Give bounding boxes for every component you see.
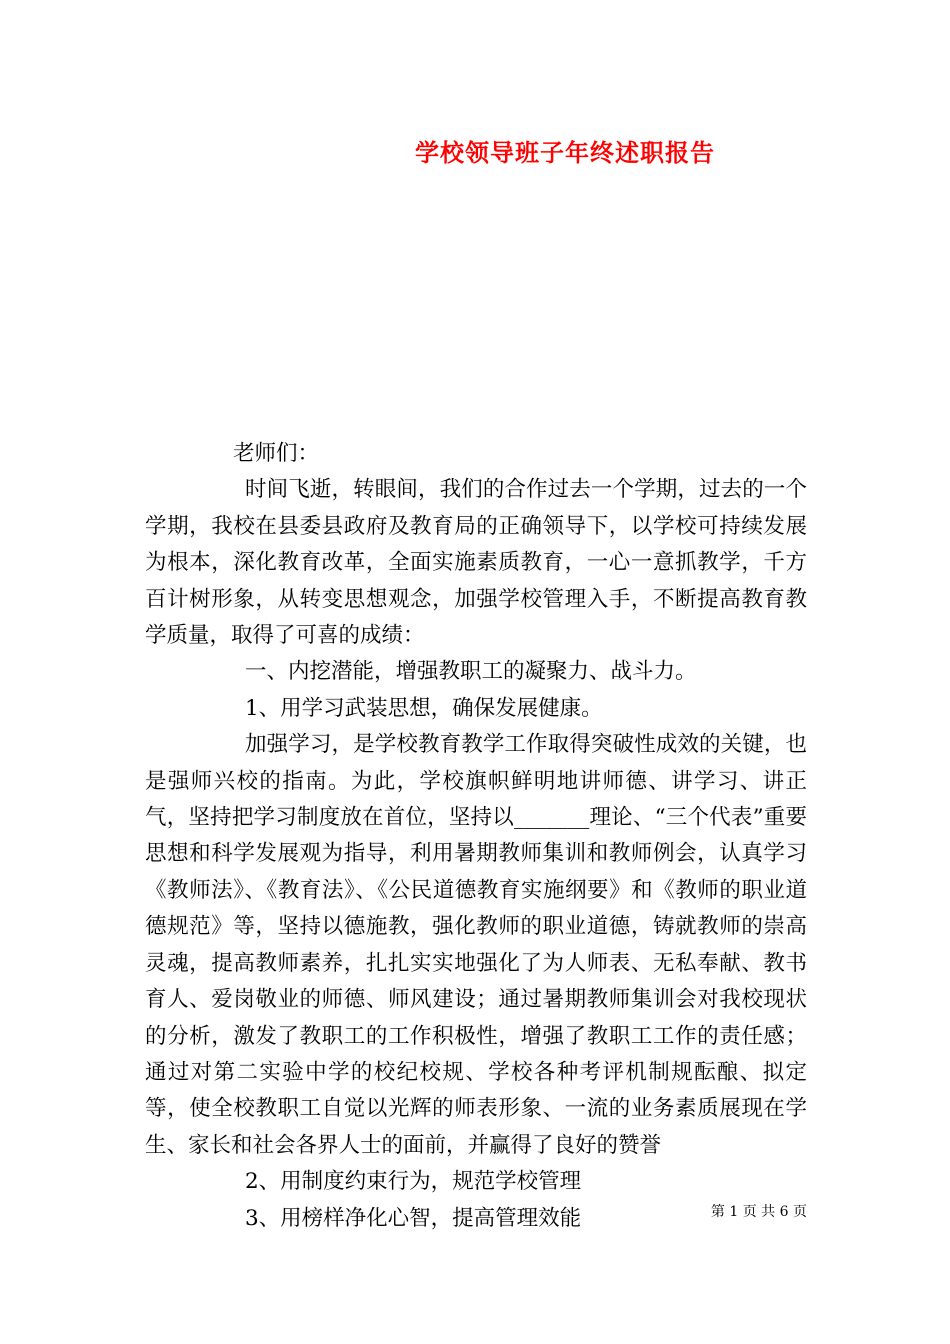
subheading-1: 1、用学习武装思想，确保发展健康。 [245, 695, 603, 721]
subheading-2: 2、用制度约束行为，规范学校管理 [245, 1169, 582, 1195]
document-title: 学校领导班子年终述职报告 [415, 138, 715, 167]
document-body [145, 436, 807, 1237]
page-indicator: 第 1 页 共 6 页 [710, 1204, 807, 1220]
section-heading-1: 一、内挖潜能，增强教职工的凝聚力、战斗力。 [245, 659, 697, 685]
subheading-3: 3、用榜样净化心智，提高管理效能 [245, 1205, 582, 1231]
salutation: 老师们： [233, 441, 320, 466]
paragraph-intro: 时间飞逝，转眼间，我们的合作过去一个学期，过去的一个学期，我校在县委县政府及教育局的正确领导下，以学校可持续发展为根本，深化教育改革，全面实施素质教育，一心一意抓教学，千方百计树形象，从转变思想观念，加强学校管理入手，不断提高教育教学质量，取得了可喜的成绩： [145, 477, 807, 649]
paragraph-study: 加强学习，是学校教育教学工作取得突破性成效的关键，也是强师兴校的指南。为此，学校旗帜鲜明地讲师德、讲学习、讲正气，坚持把学习制度放在首位，坚持以_______理论、“三个代表”重要思想和科学发展观为指导，利用暑期教师集训和教师例会，认真学习《教师法》、《教育法》、《公民道德教育实施纲要》和《教师的职业道德规范》等，坚持以德施教，强化教师的职业道德，铸就教师的崇高灵魂，提高教师素养，扎扎实实地强化了为人师表、无私奉献、教书育人、爱岗敬业的师德、师风建设；通过暑期教师集训会对我校现状的分析，激发了教职工的工作积极性，增强了教职工工作的责任感；通过对第二实验中学的校纪校规、学校各种考评机制规酝酿、拟定等，使全校教职工自觉以光辉的师表形象、一流的业务素质展现在学生、家长和社会各界人士的面前，并赢得了良好的赞誉 [145, 732, 807, 1158]
